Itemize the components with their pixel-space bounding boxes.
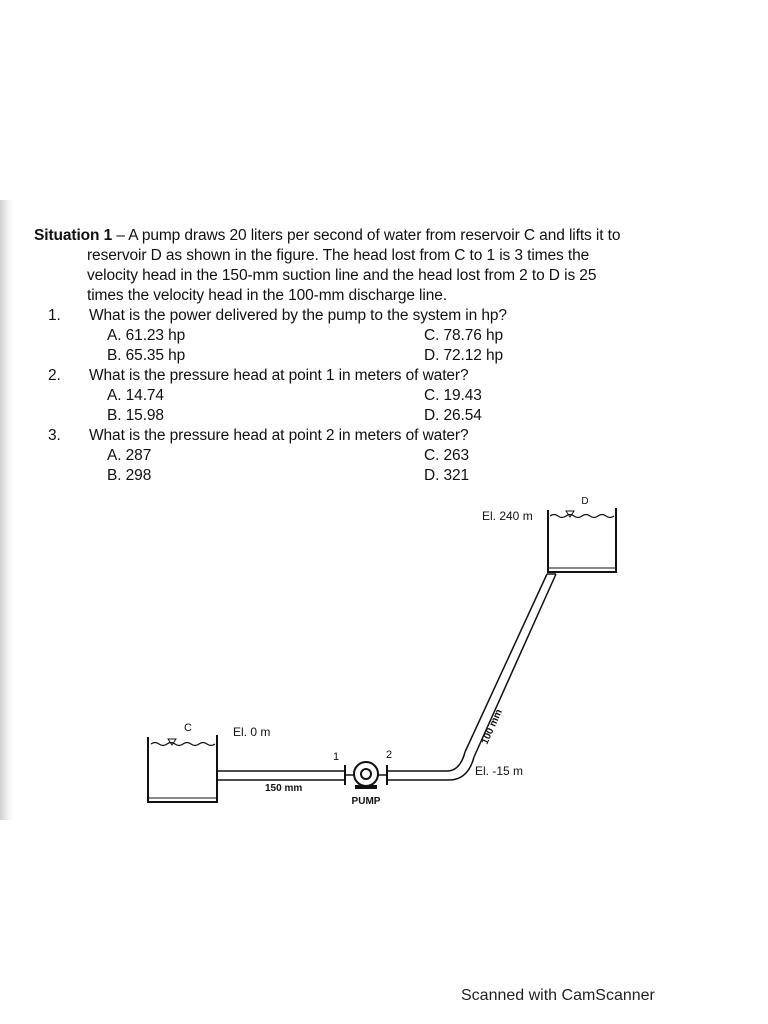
choice-b: B. 15.98: [107, 407, 164, 424]
question-prompt: What is the power delivered by the pump to the system in hp?: [89, 307, 507, 324]
situation-line-4: times the velocity head in the 100-mm discharge line.: [87, 287, 447, 304]
question-number: 2.: [48, 367, 61, 384]
bend-elevation: El. -15 m: [475, 764, 524, 778]
point-2-label: 2: [386, 749, 393, 761]
situation-line-2: reservoir D as shown in the figure. The head lost from C to 1 is 3 times the: [87, 247, 590, 264]
choice-c: C. 263: [424, 447, 470, 464]
answer-choices: [34, 446, 724, 486]
pump-icon: [345, 762, 387, 789]
suction-pipe: [217, 771, 345, 780]
reservoir-c-elevation: El. 0 m: [233, 725, 271, 739]
point-1-label: 1: [333, 751, 340, 763]
answer-choices: [34, 386, 724, 426]
suction-pipe-label: 150 mm: [265, 783, 303, 794]
question-text: [34, 366, 724, 386]
reservoir-c-label: C: [184, 722, 192, 734]
choice-b: B. 298: [107, 467, 152, 484]
situation-title: Situation 1: [34, 227, 113, 244]
question-1: [34, 306, 724, 366]
choice-a: A. 14.74: [107, 387, 164, 404]
choice-c: C. 19.43: [424, 387, 482, 404]
choice-d: D. 26.54: [424, 407, 482, 424]
choice-c: C. 78.76 hp: [424, 327, 504, 344]
choice-b: B. 65.35 hp: [107, 347, 186, 364]
choice-a: A. 287: [107, 447, 152, 464]
reservoir-d: [548, 508, 616, 572]
question-number: 3.: [48, 427, 61, 444]
situation-first-line: [34, 226, 724, 246]
pump-label: PUMP: [351, 796, 381, 807]
reservoir-c: [148, 735, 217, 802]
choice-a: A. 61.23 hp: [107, 327, 186, 344]
discharge-pipe: [465, 574, 556, 757]
problem-text: [34, 226, 724, 486]
choice-d: D. 72.12 hp: [424, 347, 504, 364]
discharge-pipe-label: 100 mm: [479, 707, 505, 747]
question-number: 1.: [48, 307, 61, 324]
reservoir-d-label: D: [581, 496, 589, 507]
situation-line-3: velocity head in the 150-mm suction line and the head lost from 2 to D is 25: [87, 267, 597, 284]
answer-choices: [34, 326, 724, 366]
question-text: [34, 426, 724, 446]
question-3: [34, 426, 724, 486]
question-prompt: What is the pressure head at point 1 in meters of water?: [89, 367, 469, 384]
camscanner-watermark: Scanned with CamScanner: [461, 987, 655, 1004]
situation-line-1: – A pump draws 20 liters per second of water from reservoir C and lifts it to: [116, 227, 621, 244]
discharge-horizontal-pipe: [387, 752, 474, 780]
question-2: [34, 366, 724, 426]
choice-d: D. 321: [424, 467, 470, 484]
question-text: [34, 306, 724, 326]
reservoir-d-elevation: El. 240 m: [482, 509, 533, 523]
pump-system-figure: [0, 490, 768, 820]
question-prompt: What is the pressure head at point 2 in meters of water?: [89, 427, 469, 444]
